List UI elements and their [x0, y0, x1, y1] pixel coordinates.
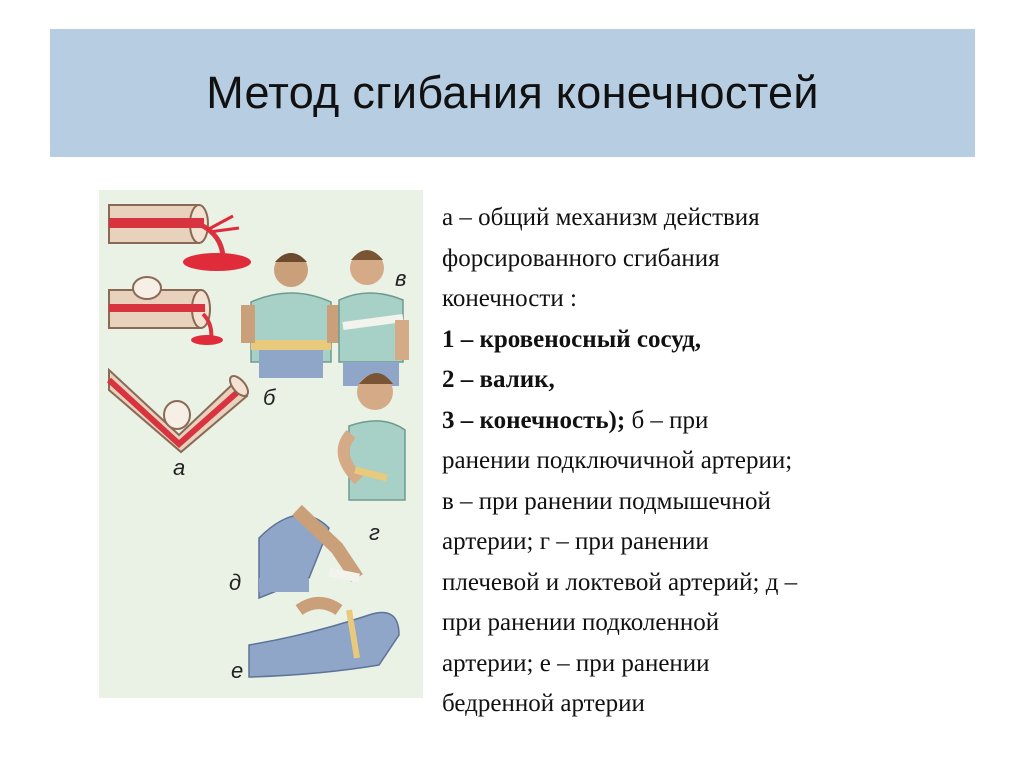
caption-line: конечности : [442, 285, 577, 312]
caption-bold-vessel: 1 – кровеносный сосуд, [442, 325, 702, 353]
caption-line: плечевой и локтевой артерий; д – [442, 568, 798, 596]
leg-bent [259, 510, 359, 598]
caption-line: а – общий механизм действия [442, 204, 760, 231]
caption-line: в – при ранении подмышечной [442, 487, 771, 515]
leg-lying [249, 603, 399, 677]
label-a: а [173, 455, 186, 480]
caption-line: при ранении подколенной [442, 609, 720, 636]
tube-bleeding [109, 205, 251, 271]
caption-line: бедренной артерии [442, 690, 645, 717]
caption-bold-limb: 3 – конечность); [442, 406, 626, 434]
label-b: б [263, 385, 276, 410]
figure-illustration [99, 190, 423, 698]
tube-roller [109, 277, 223, 345]
label-g: г [369, 520, 380, 545]
caption-line: артерии; г – при ранении [442, 528, 709, 555]
caption-line-mixed [442, 401, 1002, 442]
label-d: д [229, 570, 242, 595]
label-e: е [231, 658, 244, 683]
figure-svg [99, 190, 423, 698]
label-v: в [395, 266, 407, 291]
man-back [241, 253, 341, 378]
caption-bold-roller: 2 – валик, [442, 366, 555, 393]
man-side [344, 373, 405, 500]
slide-title: Метод сгибания конечностей [206, 67, 819, 118]
title-bar [50, 29, 975, 157]
caption-line: форсированного сгибания [442, 244, 720, 272]
caption-line-bold [442, 320, 1002, 361]
caption-text [442, 198, 1002, 725]
caption-line: ранении подключичной артерии; [442, 447, 793, 474]
caption-line: артерии; е – при ранении [442, 649, 710, 677]
caption-inline: б – при [625, 406, 709, 434]
tube-bent [109, 370, 251, 452]
caption-line-bold [442, 360, 1002, 401]
